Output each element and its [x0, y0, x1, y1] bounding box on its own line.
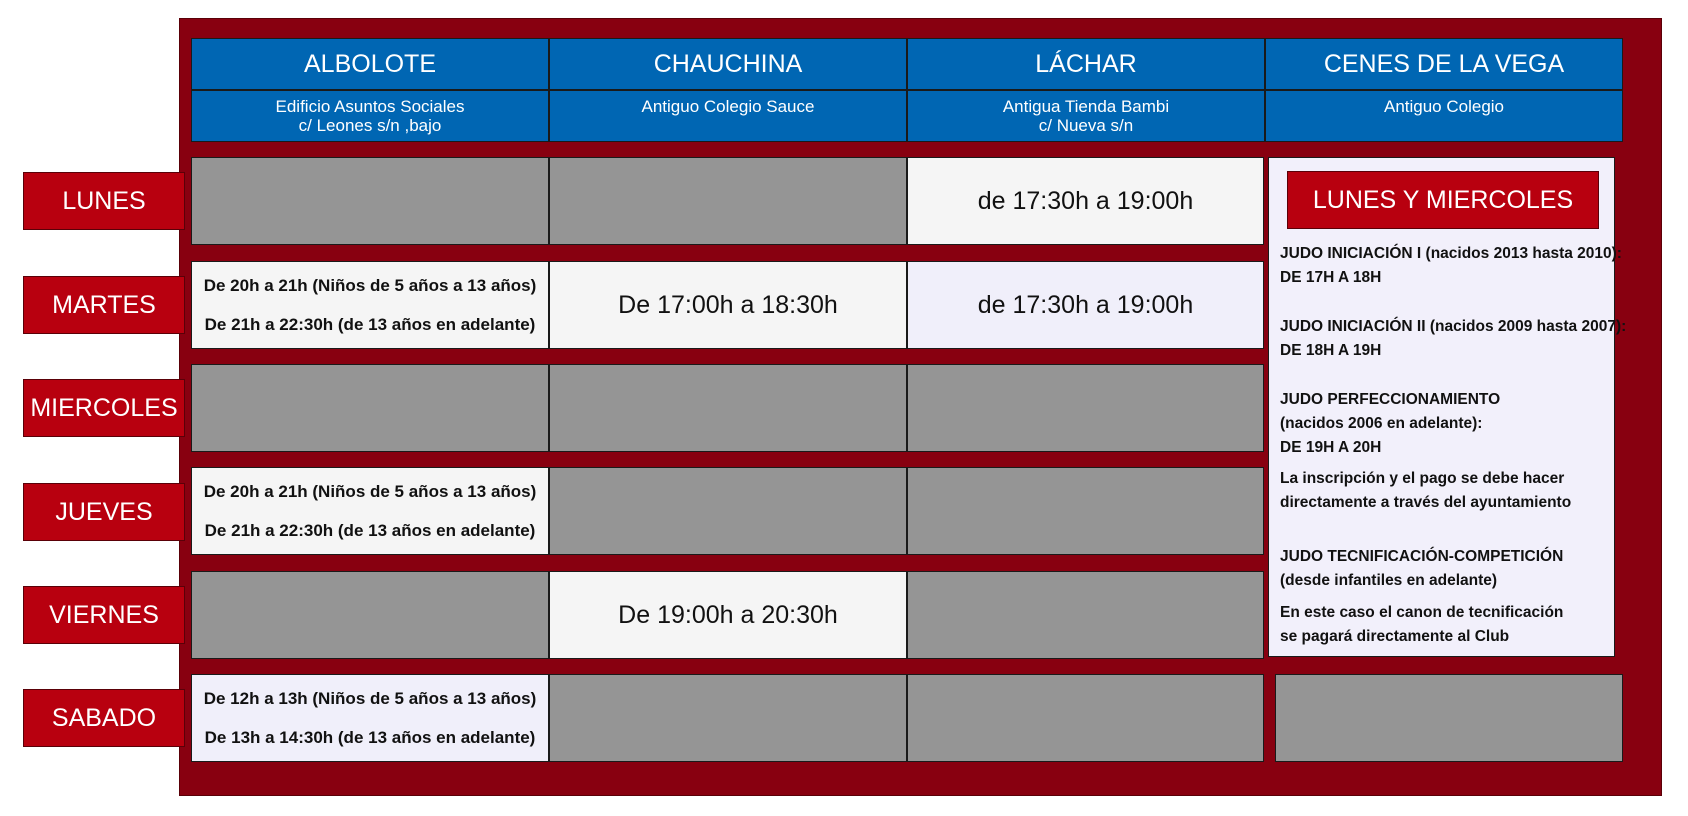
cell-lunes-lachar-time: de 17:30h a 19:00h	[977, 186, 1194, 215]
location-lachar-name: LÁCHAR	[907, 38, 1265, 90]
location-cenes-name: CENES DE LA VEGA	[1265, 38, 1623, 90]
cell-jueves-albolote	[191, 467, 549, 555]
cenes-panel-title: LUNES Y MIERCOLES	[1287, 171, 1599, 229]
cenes-info-line: DE 18H A 19H	[1280, 342, 1382, 359]
location-chauchina-name: CHAUCHINA	[549, 38, 907, 90]
location-albolote-name: ALBOLOTE	[191, 38, 549, 90]
sabado-albolote-line2: De 13h a 14:30h (de 13 años en adelante)	[204, 727, 536, 747]
cell-miercoles-chauchina	[549, 364, 907, 452]
cell-lunes-albolote	[191, 157, 549, 245]
location-albolote-address: Edificio Asuntos Sociales c/ Leones s/n ,bajo	[191, 90, 549, 142]
cell-jueves-chauchina	[549, 467, 907, 555]
cell-miercoles-albolote	[191, 364, 549, 452]
jueves-albolote-line1: De 20h a 21h (Niños de 5 años a 13 años)	[203, 481, 537, 501]
cenes-info-line: JUDO TECNIFICACIÓN-COMPETICIÓN	[1280, 548, 1564, 565]
cell-miercoles-lachar	[907, 364, 1264, 452]
day-martes: MARTES	[23, 276, 185, 334]
cell-jueves-lachar	[907, 467, 1264, 555]
cell-sabado-cenes	[1275, 674, 1623, 762]
cell-martes-chauchina-time: De 17:00h a 18:30h	[618, 290, 838, 319]
day-jueves: JUEVES	[23, 483, 185, 541]
cenes-info-line: (desde infantiles en adelante)	[1280, 572, 1498, 589]
cenes-info-line: JUDO PERFECCIONAMIENTO	[1280, 391, 1501, 408]
jueves-albolote-line2: De 21h a 22:30h (de 13 años en adelante)	[204, 520, 536, 540]
cenes-info-line: se pagará directamente al Club	[1280, 628, 1510, 645]
cell-lunes-chauchina	[549, 157, 907, 245]
location-chauchina-address: Antiguo Colegio Sauce	[549, 90, 907, 142]
cenes-info-line: directamente a través del ayuntamiento	[1280, 494, 1572, 511]
day-sabado: SABADO	[23, 689, 185, 747]
martes-albolote-line2: De 21h a 22:30h (de 13 años en adelante)	[204, 314, 536, 334]
day-lunes: LUNES	[23, 172, 185, 230]
cenes-info-line: JUDO INICIACIÓN I (nacidos 2013 hasta 2010):	[1280, 245, 1622, 262]
cenes-info-line: En este caso el canon de tecnificación	[1280, 604, 1564, 621]
cell-lunes-lachar	[907, 157, 1264, 245]
location-lachar-address: Antigua Tienda Bambi c/ Nueva s/n	[907, 90, 1265, 142]
day-viernes: VIERNES	[23, 586, 185, 644]
cell-martes-albolote	[191, 261, 549, 349]
cenes-info-line: JUDO INICIACIÓN II (nacidos 2009 hasta 2007):	[1280, 318, 1627, 335]
cell-martes-lachar	[907, 261, 1264, 349]
sabado-albolote-line1: De 12h a 13h (Niños de 5 años a 13 años)	[203, 688, 537, 708]
cenes-info-line: (nacidos 2006 en adelante):	[1280, 415, 1483, 432]
martes-albolote-line1: De 20h a 21h (Niños de 5 años a 13 años)	[203, 275, 537, 295]
cenes-info-line: DE 19H A 20H	[1280, 439, 1382, 456]
cell-viernes-chauchina	[549, 571, 907, 659]
cenes-info-panel	[1268, 157, 1627, 657]
cell-martes-chauchina	[549, 261, 907, 349]
cell-sabado-chauchina	[549, 674, 907, 762]
cenes-info-line: La inscripción y el pago se debe hacer	[1280, 470, 1565, 487]
cell-martes-lachar-time: de 17:30h a 19:00h	[977, 290, 1194, 319]
cell-sabado-albolote	[191, 674, 549, 762]
cenes-info-line: DE 17H A 18H	[1280, 269, 1382, 286]
cell-sabado-lachar	[907, 674, 1264, 762]
cell-viernes-albolote	[191, 571, 549, 659]
day-miercoles: MIERCOLES	[23, 379, 185, 437]
location-cenes-address: Antiguo Colegio	[1265, 90, 1623, 142]
cell-viernes-lachar	[907, 571, 1264, 659]
cell-viernes-chauchina-time: De 19:00h a 20:30h	[618, 600, 838, 629]
